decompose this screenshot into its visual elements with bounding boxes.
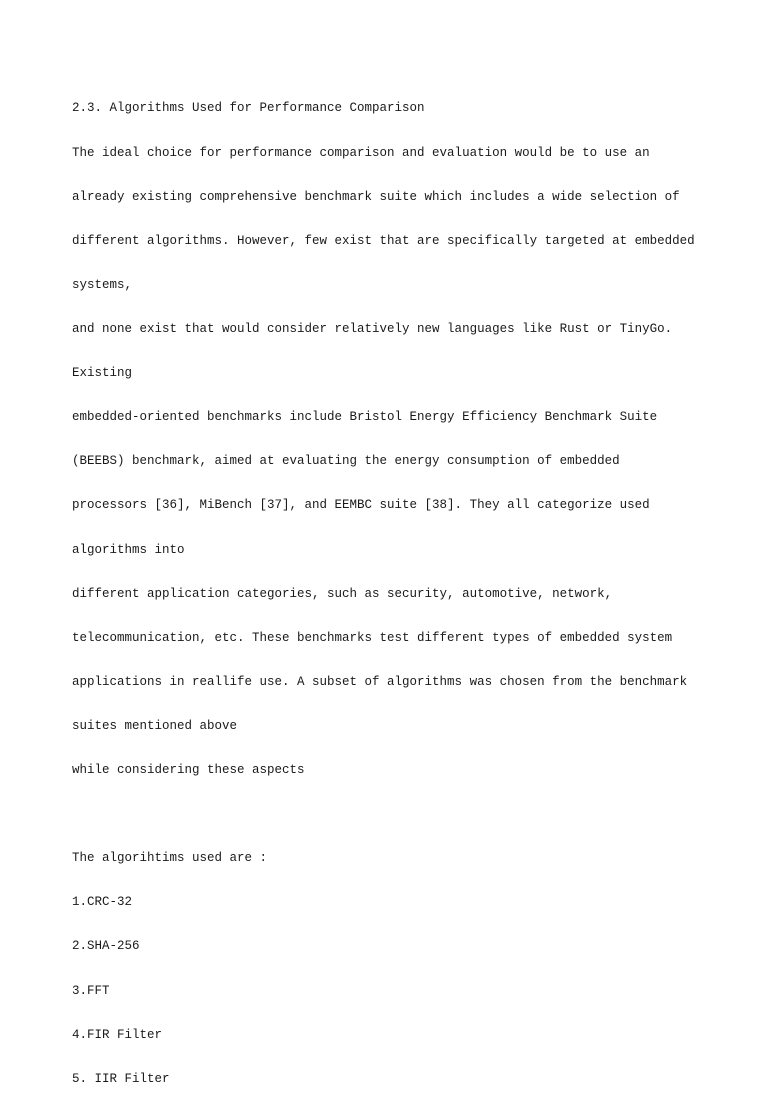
paragraph-line: while considering these aspects [72,763,305,778]
list-item: 5. IIR Filter [72,1071,170,1086]
paragraph-line: systems, [72,277,133,292]
paragraph-line: (BEEBS) benchmark, aimed at evaluating the energy consumption of embedded [72,454,620,469]
paragraph-line: different algorithms. However, few exist that are specifically targeted at embedded [72,233,695,248]
paragraph-line: already existing comprehensive benchmark suite which includes a wide selection of [72,189,680,204]
paragraph-line: embedded-oriented benchmarks include Bristol Energy Efficiency Benchmark Suite [72,410,658,425]
paragraph-line: algorithms into [72,542,185,557]
list-intro: The algorihtims used are : [72,851,268,866]
list-item: 3.FFT [72,983,110,998]
paragraph-line: different application categories, such as security, automotive, network, [72,586,613,601]
document-text [72,72,712,1116]
blank-line [72,807,712,822]
paragraph-line: telecommunication, etc. These benchmarks test different types of embedded system [72,630,673,645]
paragraph-line: The ideal choice for performance comparison and evaluation would be to use an [72,145,650,160]
paragraph-line: Existing [72,366,133,381]
paragraph-line: processors [36], MiBench [37], and EEMBC suite [38]. They all categorize used [72,498,650,513]
list-item: 2.SHA-256 [72,939,140,954]
list-item: 1.CRC-32 [72,895,133,910]
paragraph-line: suites mentioned above [72,718,238,733]
paragraph-line: and none exist that would consider relatively new languages like Rust or TinyGo. [72,321,673,336]
list-item: 4.FIR Filter [72,1027,163,1042]
paragraph-line: applications in reallife use. A subset of algorithms was chosen from the benchmark [72,674,688,689]
section-heading: 2.3. Algorithms Used for Performance Comparison [72,101,425,116]
